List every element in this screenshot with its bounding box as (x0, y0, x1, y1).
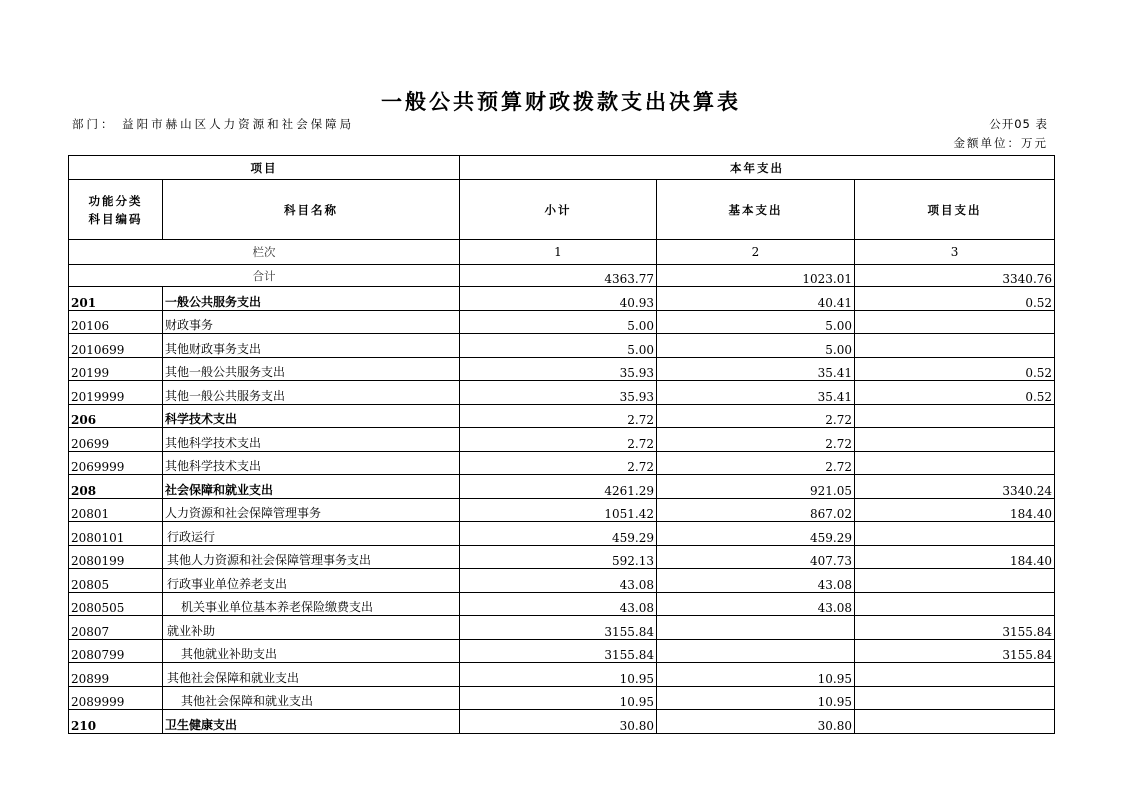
table-row (69, 475, 1055, 499)
row-name: 一般公共服务支出 (163, 287, 460, 311)
row-subtotal: 2.72 (460, 404, 657, 428)
row-code: 208 (69, 475, 163, 499)
table-row (69, 381, 1055, 405)
table-row (69, 545, 1055, 569)
row-basic: 921.05 (657, 475, 855, 499)
row-project (855, 451, 1055, 475)
row-name: 其他科学技术支出 (163, 428, 460, 452)
department-label: 部门： 益阳市赫山区人力资源和社会保障局 (72, 117, 355, 131)
row-subtotal: 459.29 (460, 522, 657, 546)
amount-unit: 金额单位：万元 (953, 136, 1048, 150)
report-title: 一般公共预算财政拨款支出决算表 (381, 90, 741, 114)
column-index-2: 2 (657, 240, 855, 265)
row-basic (657, 616, 855, 640)
row-name: 其他就业补助支出 (163, 639, 460, 663)
total-project: 3340.76 (855, 265, 1055, 287)
row-project (855, 592, 1055, 616)
row-project: 0.52 (855, 381, 1055, 405)
table-row (69, 404, 1055, 428)
basic-column-header: 基本支出 (657, 180, 855, 240)
row-code: 2080101 (69, 522, 163, 546)
row-code: 20807 (69, 616, 163, 640)
row-basic: 10.95 (657, 686, 855, 710)
row-project (855, 310, 1055, 334)
table-row (69, 334, 1055, 358)
row-basic: 10.95 (657, 663, 855, 687)
row-code: 20106 (69, 310, 163, 334)
row-code: 201 (69, 287, 163, 311)
row-name: 行政事业单位养老支出 (163, 569, 460, 593)
row-subtotal: 40.93 (460, 287, 657, 311)
row-subtotal: 30.80 (460, 710, 657, 734)
row-subtotal: 10.95 (460, 686, 657, 710)
table-row (69, 287, 1055, 311)
table-row (69, 522, 1055, 546)
item-header: 项目 (69, 156, 460, 180)
row-code: 2080505 (69, 592, 163, 616)
row-subtotal: 35.93 (460, 381, 657, 405)
row-project (855, 334, 1055, 358)
row-code: 2010699 (69, 334, 163, 358)
row-basic: 5.00 (657, 334, 855, 358)
row-subtotal: 35.93 (460, 357, 657, 381)
row-subtotal: 5.00 (460, 334, 657, 358)
row-subtotal: 592.13 (460, 545, 657, 569)
table-row (69, 592, 1055, 616)
subtotal-column-header: 小计 (460, 180, 657, 240)
row-basic: 2.72 (657, 451, 855, 475)
row-basic: 459.29 (657, 522, 855, 546)
row-subtotal: 43.08 (460, 592, 657, 616)
current-year-header: 本年支出 (460, 156, 1055, 180)
row-project: 0.52 (855, 357, 1055, 381)
header-row-2 (69, 180, 1055, 240)
row-subtotal: 3155.84 (460, 616, 657, 640)
code-column-header: 功能分类科目编码 (69, 180, 163, 240)
row-code: 2080799 (69, 639, 163, 663)
row-basic: 35.41 (657, 357, 855, 381)
row-project (855, 522, 1055, 546)
row-code: 206 (69, 404, 163, 428)
row-name: 其他一般公共服务支出 (163, 381, 460, 405)
row-name: 卫生健康支出 (163, 710, 460, 734)
total-subtotal: 4363.77 (460, 265, 657, 287)
row-subtotal: 5.00 (460, 310, 657, 334)
row-project: 184.40 (855, 498, 1055, 522)
table-row (69, 710, 1055, 734)
row-subtotal: 2.72 (460, 451, 657, 475)
total-label: 合计 (69, 265, 460, 287)
row-name: 其他科学技术支出 (163, 451, 460, 475)
row-code: 20199 (69, 357, 163, 381)
row-basic: 43.08 (657, 569, 855, 593)
row-name: 其他一般公共服务支出 (163, 357, 460, 381)
row-project (855, 710, 1055, 734)
row-basic: 407.73 (657, 545, 855, 569)
row-code: 20899 (69, 663, 163, 687)
row-basic: 867.02 (657, 498, 855, 522)
row-code: 20699 (69, 428, 163, 452)
row-subtotal: 43.08 (460, 569, 657, 593)
column-index-1: 1 (460, 240, 657, 265)
row-index-label: 栏次 (69, 240, 460, 265)
row-project: 3340.24 (855, 475, 1055, 499)
row-subtotal: 10.95 (460, 663, 657, 687)
table-row (69, 686, 1055, 710)
row-project (855, 404, 1055, 428)
row-basic: 40.41 (657, 287, 855, 311)
row-code: 20801 (69, 498, 163, 522)
table-row (69, 663, 1055, 687)
row-name: 其他人力资源和社会保障管理事务支出 (163, 545, 460, 569)
column-index-3: 3 (855, 240, 1055, 265)
row-name: 人力资源和社会保障管理事务 (163, 498, 460, 522)
project-column-header: 项目支出 (855, 180, 1055, 240)
table-row (69, 498, 1055, 522)
row-project (855, 569, 1055, 593)
table-row (69, 616, 1055, 640)
row-code: 2019999 (69, 381, 163, 405)
table-row (69, 310, 1055, 334)
row-code: 2089999 (69, 686, 163, 710)
row-basic: 30.80 (657, 710, 855, 734)
header-row-1 (69, 156, 1055, 180)
table-row (69, 428, 1055, 452)
row-project: 184.40 (855, 545, 1055, 569)
row-name: 其他社会保障和就业支出 (163, 663, 460, 687)
column-index-row (69, 240, 1055, 265)
row-name: 行政运行 (163, 522, 460, 546)
expenditure-rows (69, 287, 1055, 734)
row-name: 社会保障和就业支出 (163, 475, 460, 499)
row-project: 0.52 (855, 287, 1055, 311)
row-project (855, 663, 1055, 687)
row-basic: 5.00 (657, 310, 855, 334)
table-row (69, 569, 1055, 593)
form-number: 公开05 表 (989, 117, 1048, 131)
row-subtotal: 4261.29 (460, 475, 657, 499)
row-code: 2080199 (69, 545, 163, 569)
row-project: 3155.84 (855, 639, 1055, 663)
row-subtotal: 3155.84 (460, 639, 657, 663)
table-row (69, 357, 1055, 381)
row-name: 其他社会保障和就业支出 (163, 686, 460, 710)
row-basic: 2.72 (657, 428, 855, 452)
row-name: 其他财政事务支出 (163, 334, 460, 358)
row-subtotal: 1051.42 (460, 498, 657, 522)
row-basic: 35.41 (657, 381, 855, 405)
expenditure-table (68, 155, 1055, 734)
row-project: 3155.84 (855, 616, 1055, 640)
row-basic: 43.08 (657, 592, 855, 616)
row-code: 2069999 (69, 451, 163, 475)
row-basic: 2.72 (657, 404, 855, 428)
row-basic (657, 639, 855, 663)
row-name: 财政事务 (163, 310, 460, 334)
row-code: 20805 (69, 569, 163, 593)
row-project (855, 428, 1055, 452)
row-name: 机关事业单位基本养老保险缴费支出 (163, 592, 460, 616)
total-basic: 1023.01 (657, 265, 855, 287)
row-subtotal: 2.72 (460, 428, 657, 452)
table-row (69, 451, 1055, 475)
row-project (855, 686, 1055, 710)
row-name: 科学技术支出 (163, 404, 460, 428)
table-row (69, 639, 1055, 663)
row-code: 210 (69, 710, 163, 734)
name-column-header: 科目名称 (163, 180, 460, 240)
row-name: 就业补助 (163, 616, 460, 640)
total-row (69, 265, 1055, 287)
